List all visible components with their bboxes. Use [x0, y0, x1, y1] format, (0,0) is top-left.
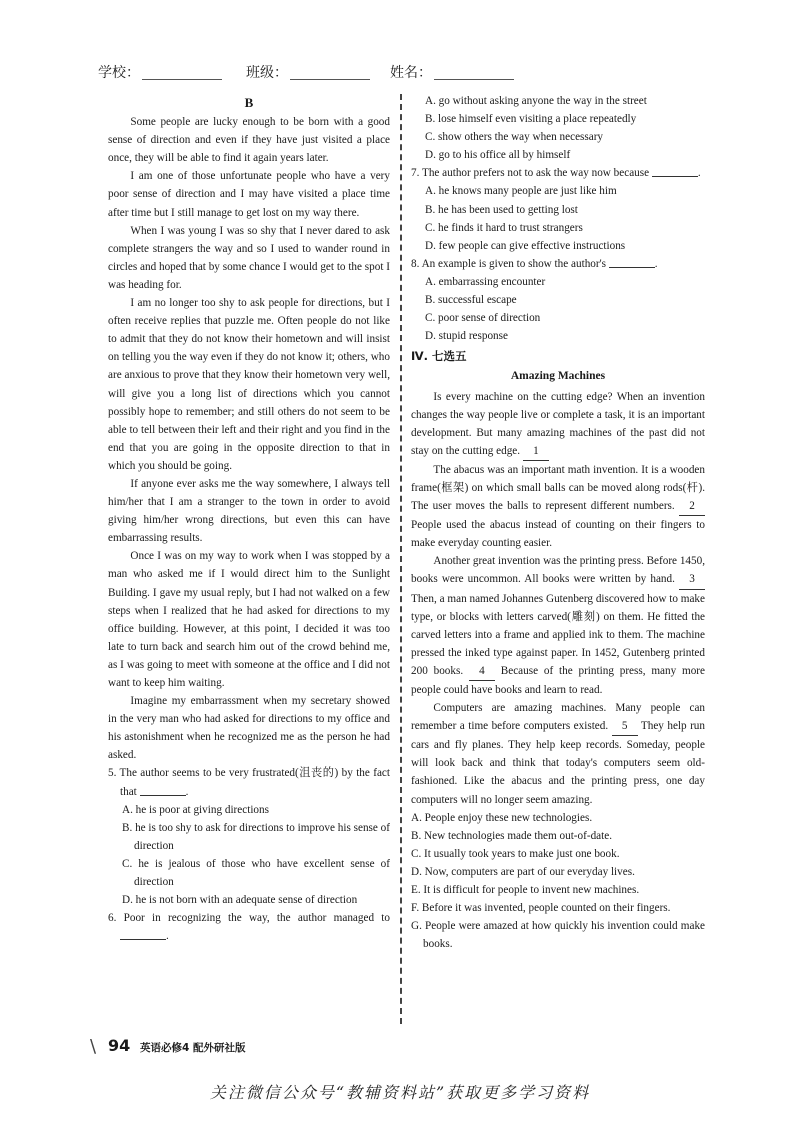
paragraph: Imagine my embarrassment when my secretary showed in the very man who had asked for directions to my office and his astonishment when he recognized me as the person he had asked.: [108, 695, 390, 762]
option[interactable]: B. he has been used to getting lost: [425, 203, 578, 216]
section-title: B: [244, 95, 254, 110]
paragraph: Once I was on my way to work when I was stopped by a man who asked me if I would direct him to the Sunlight Building. I gave my usual reply, but I had not walked on a few steps when I realized that he had asked for directions to my office building. However, at this point, I decided it was too late to turn back and search him out of the crowd behind me, as I was going to meet with someone at the office and I did not want to keep him waiting.: [108, 550, 390, 689]
option[interactable]: A. embarrassing encounter: [425, 275, 546, 288]
choice[interactable]: E. It is difficult for people to invent new machines.: [411, 884, 640, 897]
paragraph: I am no longer too shy to ask people for directions, but I often receive replies that puzzle me. Often people do not like to admit that they do not know their hometown and will insist on telling you the way even if they do not know it; others, who are anxious to prove that they know their hometown very well, will give you a long list of directions which you cannot possibly hope to remember; and still others do not seem to be able to tell between their left and their right and you find in the end that you are going in the opposite direction to that in which you should be going.: [108, 297, 390, 472]
choice[interactable]: G. People were amazed at how quickly his invention could make books.: [411, 920, 705, 951]
choice[interactable]: D. Now, computers are part of our everyday lives.: [411, 865, 635, 878]
left-column: [108, 94, 390, 945]
option[interactable]: D. stupid response: [425, 330, 508, 343]
choice[interactable]: F. Before it was invented, people counted on their fingers.: [411, 902, 671, 915]
option[interactable]: C. he is jealous of those who have excellent sense of direction: [122, 857, 390, 889]
question-6: 6. Poor in recognizing the way, the author managed to .: [108, 912, 390, 943]
option[interactable]: B. successful escape: [425, 294, 517, 307]
paragraph: If anyone ever asks me the way somewhere, I always tell him/her that I am a stranger to the town in order to avoid giving him/her wrong directions, but even this can have embarrassing results.: [108, 477, 390, 545]
option[interactable]: B. lose himself even visiting a place repeatedly: [425, 113, 637, 126]
cloze-blank-3[interactable]: 3: [679, 570, 705, 589]
name-field: 姓名：: [390, 62, 514, 82]
column-divider: [400, 94, 402, 1024]
school-field: 学校：: [98, 62, 222, 82]
question-5: 5. The author seems to be very frustrated(沮丧的) by the fact that .: [108, 767, 390, 798]
choice[interactable]: C. It usually took years to make just one book.: [411, 847, 620, 860]
option[interactable]: C. poor sense of direction: [425, 312, 541, 325]
option[interactable]: D. few people can give effective instructions: [425, 239, 626, 252]
cloze-blank-5[interactable]: 5: [612, 717, 638, 736]
school-blank[interactable]: [142, 65, 222, 80]
slash-decoration-icon: \: [90, 1036, 97, 1057]
section-heading: Ⅳ. 七选五: [411, 349, 467, 364]
paragraph: The abacus was an important math invention. It is a wooden frame(框架) on which small balls can be moved along rods(杆). The user moves the balls to represent different numbers. 2 People used the abacus instead of counting on their fingers to make everyday counting easier.: [411, 463, 705, 550]
option[interactable]: D. go to his office all by himself: [425, 149, 571, 162]
option[interactable]: B. he is too shy to ask for directions to improve his sense of direction: [122, 821, 390, 852]
paragraph: Some people are lucky enough to be born with a good sense of direction and even if they have just visited a place once, they will be able to find it again years later.: [108, 116, 390, 165]
option[interactable]: D. he is not born with an adequate sense of direction: [122, 894, 358, 907]
option[interactable]: A. go without asking anyone the way in the street: [425, 95, 647, 107]
cloze-blank-1[interactable]: 1: [523, 442, 549, 461]
paragraph: When I was young I was so shy that I never dared to ask complete strangers the way and so I used to wander round in circles and hoped that by some chance I would get to the spot I was heading for.: [108, 224, 390, 291]
choice[interactable]: B. New technologies made them out-of-date.: [411, 829, 613, 842]
paragraph: I am one of those unfortunate people who have a very poor sense of direction and I may have visited a place time after time but I still manage to get lost on my way there.: [108, 170, 390, 219]
right-column: [411, 92, 705, 953]
class-field: 班级：: [246, 62, 370, 82]
answer-blank[interactable]: [652, 165, 698, 177]
paragraph: Is every machine on the cutting edge? When an invention changes the way people live or complete a task, it is an important development. But many amazing machines of the past did not stay on the cutting edge. 1: [411, 388, 705, 461]
option[interactable]: A. he knows many people are just like him: [425, 185, 617, 198]
student-info-header: [98, 62, 538, 84]
answer-blank[interactable]: [120, 928, 166, 940]
promo-banner: 关注微信公众号“教辅资料站”获取更多学习资料: [209, 1083, 591, 1102]
question-7: 7. The author prefers not to ask the way now because .: [411, 167, 701, 180]
cloze-blank-2[interactable]: 2: [679, 497, 705, 516]
option[interactable]: C. show others the way when necessary: [425, 131, 604, 144]
paragraph: Computers are amazing machines. Many people can remember a time before computers existed. 5 They help run cars and fly planes. They help keep records. Someday, people will look back and think that today's computers seem old-fashioned. Like the abacus and the printing press, one day computers will no longer seem amazing.: [411, 702, 705, 806]
choice[interactable]: A. People enjoy these new technologies.: [411, 811, 593, 824]
paragraph: Another great invention was the printing press. Before 1450, books were uncommon. All books were written by hand. 3 Then, a man named Johannes Gutenberg discovered how to make type, or blocks with letters carved(雕刻) on them. He fitted the carved letters into a frame and applied ink to them. The machine pressed the inked type against paper. In 1452, Gutenberg printed 200 books. 4 Because of the printing press, many more people could have books and learn to read.: [411, 555, 706, 696]
article-title: Amazing Machines: [510, 370, 606, 383]
answer-blank[interactable]: [609, 256, 655, 268]
option[interactable]: C. he finds it hard to trust strangers: [425, 221, 583, 234]
page-number: 94: [108, 1036, 131, 1055]
answer-blank[interactable]: [140, 784, 186, 796]
question-8: 8. An example is given to show the author's .: [411, 257, 658, 270]
cloze-blank-4[interactable]: 4: [469, 662, 495, 681]
option[interactable]: A. he is poor at giving directions: [122, 803, 269, 816]
class-blank[interactable]: [290, 65, 370, 80]
book-title: 英语必修4 配外研社版: [140, 1042, 246, 1054]
name-blank[interactable]: [434, 65, 514, 80]
